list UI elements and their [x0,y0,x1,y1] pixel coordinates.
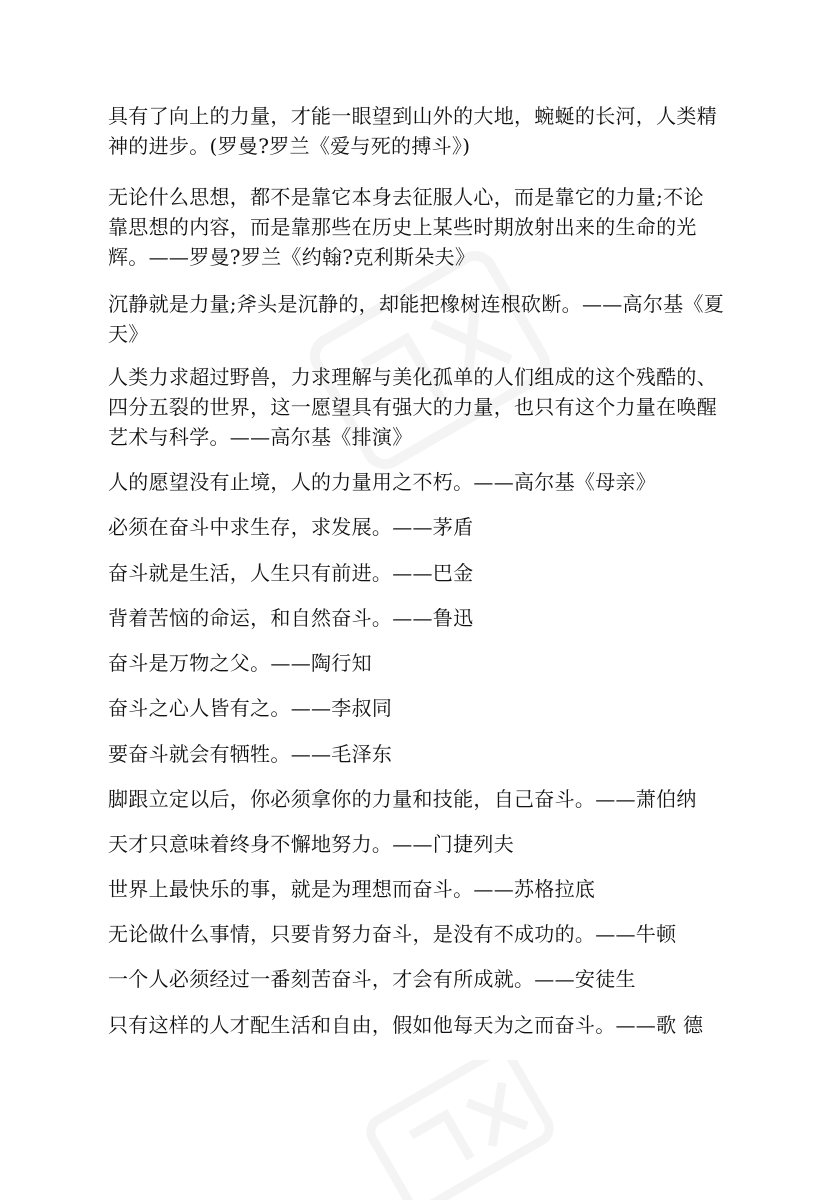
text-line: 天才只意味着终身不懈地努力。——门捷列夫 [108,832,514,856]
text-line: 辉。——罗曼?罗兰《约翰?克利斯朵夫》 [108,245,476,269]
text-line: 奋斗就是生活，人生只有前进。——巴金 [108,561,474,585]
quote-paragraph-4 [108,362,738,452]
text-line: 一个人必须经过一番刻苦奋斗，才会有所成就。——安徒生 [108,967,636,991]
text-line: 世界上最快乐的事，就是为理想而奋斗。——苏格拉底 [108,877,596,901]
quote-paragraph-14 [108,874,738,904]
text-line: 脚跟立定以后，你必须拿你的力量和技能，自己奋斗。——萧伯纳 [108,787,697,811]
text-line: 四分五裂的世界，这一愿望具有强大的力量，也只有这个力量在唤醒 [108,395,717,419]
text-line: 艺术与科学。——高尔基《排演》 [108,425,413,449]
quote-paragraph-13 [108,829,738,859]
quote-paragraph-9 [108,648,738,678]
text-line: 奋斗之心人皆有之。——李叔同 [108,696,393,720]
text-line: 只有这样的人才配生活和自由，假如他每天为之而奋斗。——歌 德 [108,1013,704,1037]
text-line: 具有了向上的力量，才能一眼望到山外的大地，蜿蜒的长河，人类精 [108,104,717,128]
quote-paragraph-5 [108,467,738,497]
text-line: 要奋斗就会有牺牲。——毛泽东 [108,742,393,766]
text-line: 奋斗是万物之父。——陶行知 [108,651,372,675]
text-line: 神的进步。(罗曼?罗兰《爱与死的搏斗》) [108,134,471,158]
text-line: 无论做什么事情，只要肯努力奋斗，是没有不成功的。——牛顿 [108,922,677,946]
quote-paragraph-10 [108,693,738,723]
quote-paragraph-3 [108,289,738,349]
quote-paragraph-15 [108,919,738,949]
text-line: 背着苦恼的命运，和自然奋斗。——鲁迅 [108,606,474,630]
quote-paragraph-11 [108,739,738,769]
text-line: 无论什么思想，都不是靠它本身去征服人心，而是靠它的力量;不论 [108,185,704,209]
text-line: 天》 [108,322,149,346]
quote-paragraph-8 [108,603,738,633]
quote-paragraph-1 [108,101,738,161]
quote-paragraph-6 [108,512,738,542]
text-line: 沉静就是力量;斧头是沉静的，却能把橡树连根砍断。——高尔基《夏 [108,292,725,316]
text-line: 靠思想的内容，而是靠那些在历史上某些时期放射出来的生命的光 [108,215,697,239]
text-line: 必须在奋斗中求生存，求发展。——茅盾 [108,515,474,539]
quote-paragraph-2 [108,182,738,272]
quote-paragraph-17 [108,1010,738,1040]
quote-paragraph-7 [108,558,738,588]
text-line: 人的愿望没有止境，人的力量用之不朽。——高尔基《母亲》 [108,470,657,494]
text-line: 人类力求超过野兽，力求理解与美化孤单的人们组成的这个残酷的、 [108,365,717,389]
quote-paragraph-12 [108,784,738,814]
quote-paragraph-16 [108,964,738,994]
